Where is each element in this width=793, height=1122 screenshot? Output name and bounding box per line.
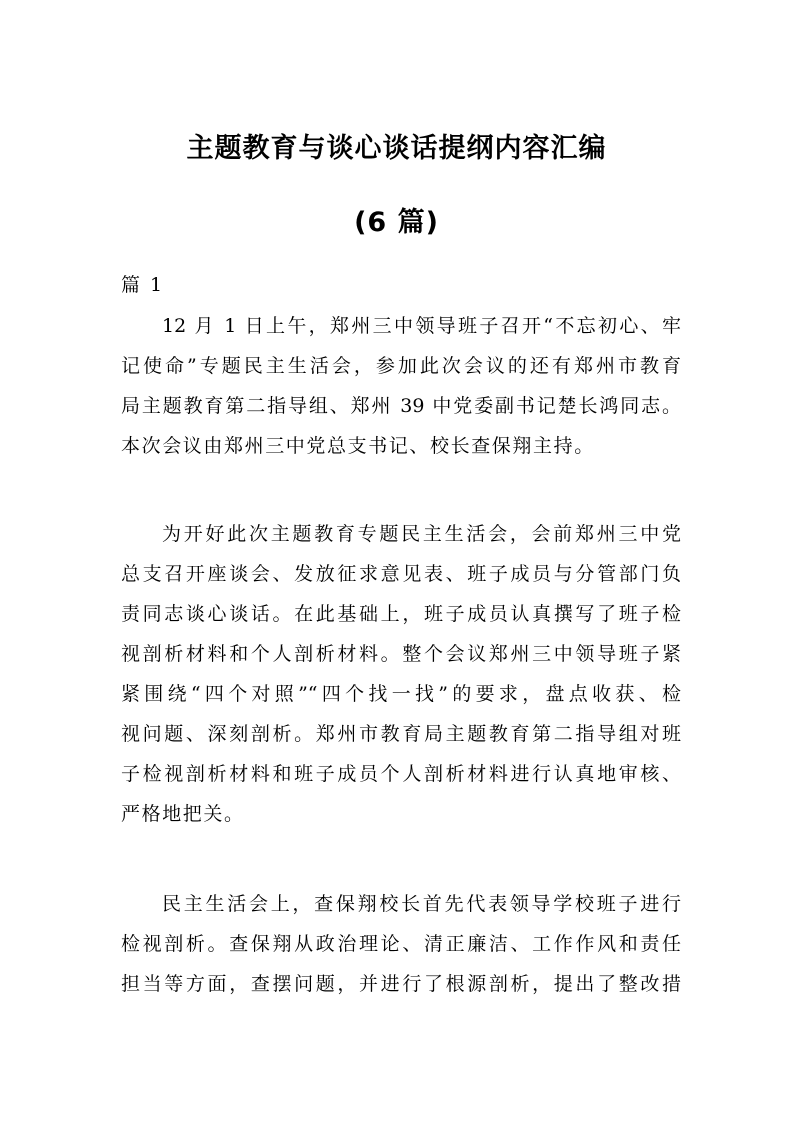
paragraph-line: 子检视剖析材料和班子成员个人剖析材料进行认真地审核、 bbox=[121, 763, 681, 785]
paragraph-line: 紧围绕“四个对照”“四个找一找”的要求，盘点收获、检 bbox=[121, 683, 681, 705]
paragraph-line: 总支召开座谈会、发放征求意见表、班子成员与分管部门负 bbox=[121, 563, 681, 585]
document-subtitle: (6 篇) bbox=[354, 207, 439, 238]
section-label: 篇 1 bbox=[121, 274, 165, 296]
paragraph-line: 记使命”专题民主生活会，参加此次会议的还有郑州市教育 bbox=[121, 355, 681, 377]
paragraph-line: 局主题教育第二指导组、郑州 39 中党委副书记楚长鸿同志。 bbox=[121, 395, 681, 417]
paragraph-line: 检视剖析。查保翔从政治理论、清正廉洁、工作作风和责任 bbox=[121, 933, 681, 955]
document-title: 主题教育与谈心谈话提纲内容汇编 bbox=[186, 133, 607, 164]
paragraph-line: 严格地把关。 bbox=[121, 803, 245, 825]
paragraph-line: 视问题、深刻剖析。郑州市教育局主题教育第二指导组对班 bbox=[121, 723, 681, 745]
paragraph-line: 责同志谈心谈话。在此基础上，班子成员认真撰写了班子检 bbox=[121, 603, 681, 625]
paragraph-line: 12 月 1 日上午，郑州三中领导班子召开“不忘初心、牢 bbox=[162, 315, 681, 337]
paragraph-line: 视剖析材料和个人剖析材料。整个会议郑州三中领导班子紧 bbox=[121, 643, 681, 665]
paragraph-line: 为开好此次主题教育专题民主生活会，会前郑州三中党 bbox=[162, 523, 681, 545]
paragraph-line: 民主生活会上，查保翔校长首先代表领导学校班子进行 bbox=[162, 893, 681, 915]
paragraph-line: 担当等方面，查摆问题，并进行了根源剖析，提出了整改措 bbox=[121, 973, 681, 995]
paragraph-line: 本次会议由郑州三中党总支书记、校长查保翔主持。 bbox=[121, 435, 595, 457]
